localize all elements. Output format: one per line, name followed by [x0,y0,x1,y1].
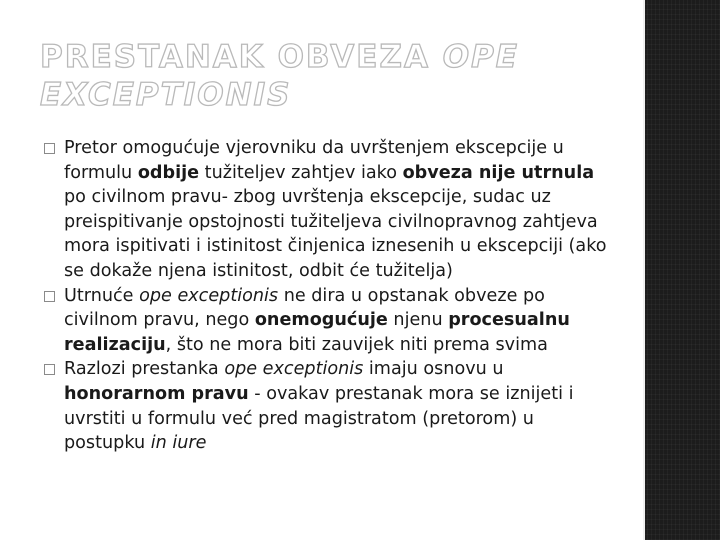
decorative-side-band [643,0,720,540]
side-band-edge [643,0,645,540]
bullet-text: Utrnuće ope exceptionis ne dira u opstanak obveze po civilnom pravu, nego onemogućuje njenu procesualnu realizaciju, što ne mora biti zauvijek niti prema svima [64,285,570,355]
checkbox-square-icon [44,291,55,302]
bullet-text: Razlozi prestanka ope exceptionis imaju osnovu u honorarnom pravu - ovakav prestanak mora se iznijeti i uvrstiti u formulu već pred magistratom (pretorom) u postupku in iure [64,359,574,454]
title-part-italic: OPE EXCEPTIONIS [40,39,519,113]
checkbox-square-icon [44,143,55,154]
bullet-list [44,136,619,456]
bullet-item [44,284,619,358]
checkbox-square-icon [44,364,55,375]
bullet-item [44,136,619,284]
bullet-text: Pretor omogućuje vjerovniku da uvrštenjem ekscepcije u formulu odbije tužiteljev zahtjev iako obveza nije utrnula po civilnom pravu- zbog uvrštenja ekscepcije, sudac uz preispitivanje opstojnosti tužiteljeva civilnopravnog zahtjeva mora ispitivati i istinitost činjenica iznesenih u ekscepciji (ako se dokaže njena istinitost, odbit će tužitelja) [64,138,607,281]
slide-title [40,38,630,114]
bullet-item [44,357,619,455]
title-part-regular: PRESTANAK OBVEZA [40,39,443,75]
